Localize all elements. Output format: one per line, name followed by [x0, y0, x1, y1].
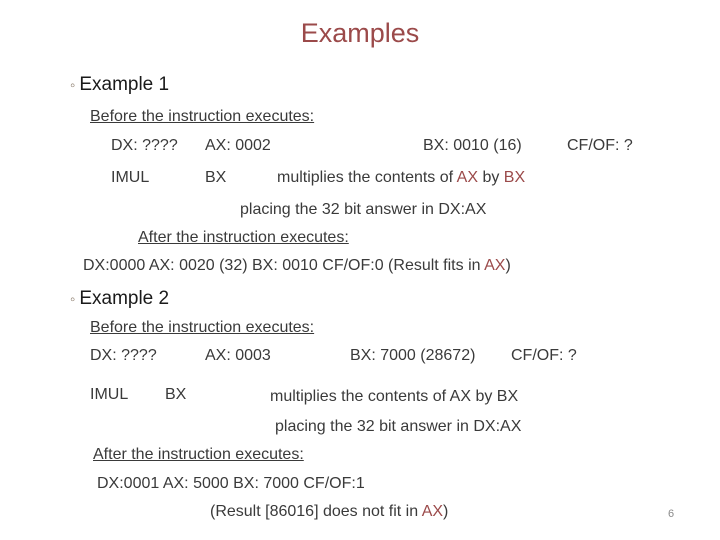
example-1-dx-before: DX: ????	[111, 137, 178, 154]
bullet-icon: ◦	[70, 291, 76, 308]
example-2-after-label: After the instruction executes:	[93, 446, 304, 463]
example-1-instruction-arg: BX	[205, 169, 227, 186]
after-text: DX:0000 AX: 0020 (32) BX: 0010 CF/OF:0 (Result fits in	[83, 257, 485, 274]
example-1-instruction-op: IMUL	[111, 169, 150, 186]
example-1-bx-before: BX: 0010 (16)	[423, 137, 522, 154]
slide-number: 6	[668, 508, 675, 520]
example-1-ax-before: AX: 0002	[205, 137, 271, 154]
register-ax: AX	[421, 503, 444, 520]
example-1-heading	[70, 74, 169, 96]
bullet-icon: ◦	[70, 77, 76, 94]
example-2-ax-before: AX: 0003	[205, 347, 271, 364]
example-1-description-line-2: placing the 32 bit answer in DX:AX	[240, 201, 487, 218]
desc-text: multiplies the contents of	[277, 169, 457, 186]
example-2-instruction-arg: BX	[165, 386, 187, 403]
result-text-end: )	[443, 503, 449, 520]
example-2-heading	[70, 288, 169, 310]
register-ax: AX	[484, 257, 506, 274]
result-text: (Result [86016] does not fit in	[210, 503, 422, 520]
register-ax: AX	[456, 169, 478, 186]
example-1-after-values	[83, 257, 511, 275]
example-2-flags-before: CF/OF: ?	[511, 347, 577, 364]
example-2-after-values: DX:0001 AX: 5000 BX: 7000 CF/OF:1	[97, 475, 365, 492]
example-2-heading-text: Example 2	[79, 288, 170, 309]
example-1-description-line-1	[277, 169, 525, 187]
after-text-end: )	[505, 257, 511, 274]
example-2-description-line-1: multiplies the contents of AX by BX	[270, 388, 519, 405]
example-2-result-note	[210, 503, 448, 521]
example-1-before-label: Before the instruction executes:	[90, 108, 315, 125]
example-2-before-label: Before the instruction executes:	[90, 319, 315, 336]
example-1-heading-text: Example 1	[79, 74, 170, 95]
register-bx: BX	[503, 169, 526, 186]
example-2-bx-before: BX: 7000 (28672)	[350, 347, 476, 364]
desc-text: by	[478, 169, 504, 186]
example-2-dx-before: DX: ????	[90, 347, 157, 364]
slide-title: Examples	[300, 18, 420, 48]
example-2-description-line-2: placing the 32 bit answer in DX:AX	[275, 418, 522, 435]
example-2-instruction-op: IMUL	[90, 386, 129, 403]
example-1-flags-before: CF/OF: ?	[567, 137, 633, 154]
example-1-after-label: After the instruction executes:	[138, 229, 349, 246]
